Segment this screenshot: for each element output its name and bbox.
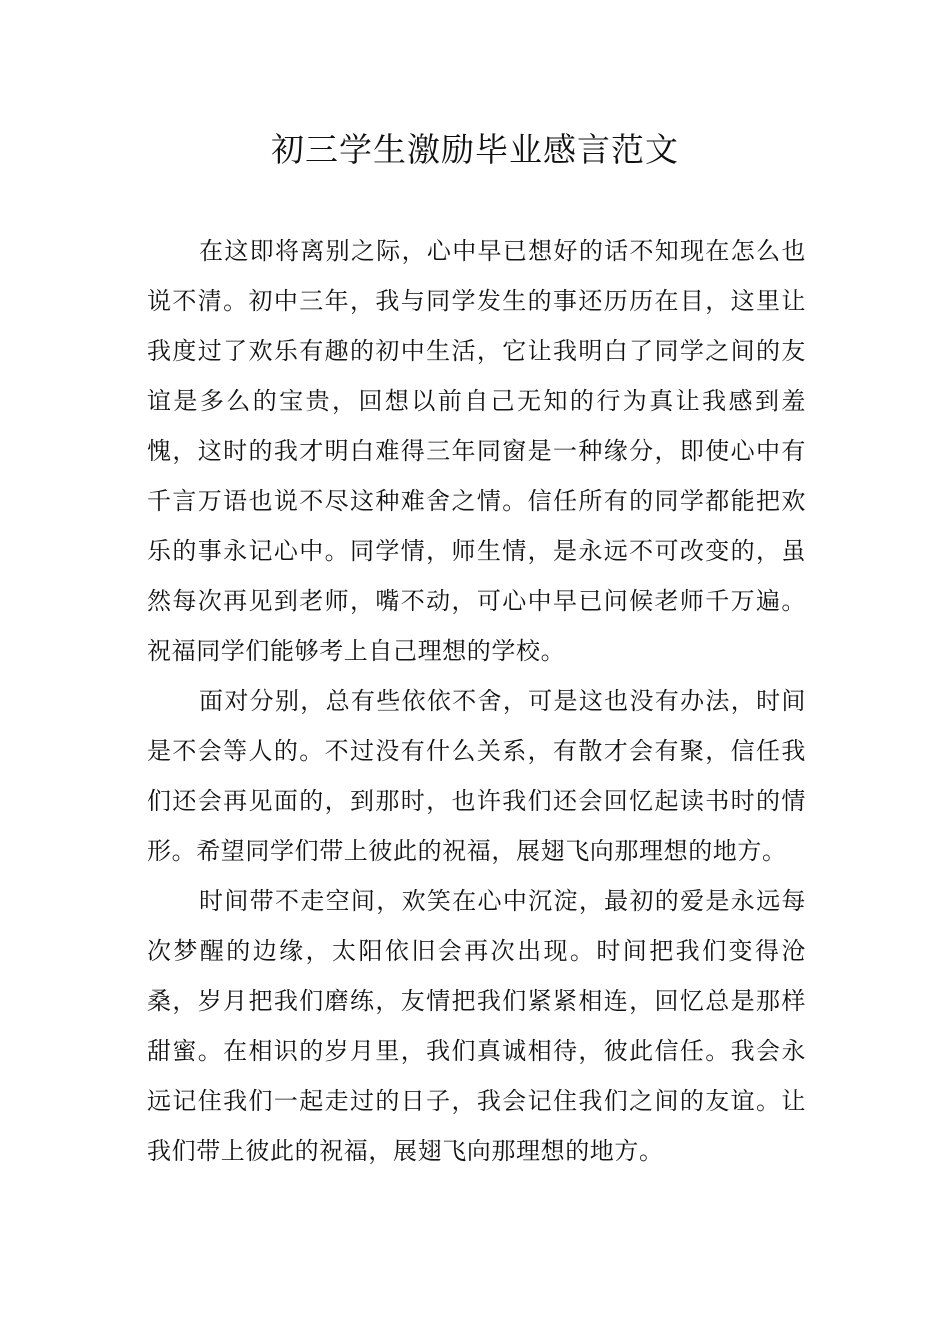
paragraph-2: 面对分别，总有些依依不舍，可是这也没有办法，时间是不会等人的。不过没有什么关系，有散才会有聚，信任我们还会再见面的，到那时，也许我们还会回忆起读书时的情形。希望同学们带上彼此的祝福，展翅飞向那理想的地方。 — [147, 687, 806, 865]
paragraph-3: 时间带不走空间，欢笑在心中沉淀，最初的爱是永远每次梦醒的边缘，太阳依旧会再次出现。时间把我们变得沧桑，岁月把我们磨练，友情把我们紧紧相连，回忆总是那样甜蜜。在相识的岁月里，我们真诚相待，彼此信任。我会永远记住我们一起走过的日子，我会记住我们之间的友谊。让我们带上彼此的祝福，展翅飞向那理想的地方。 — [147, 887, 806, 1165]
document-body — [147, 226, 806, 1176]
paragraph-1: 在这即将离别之际，心中早已想好的话不知现在怎么也说不清。初中三年，我与同学发生的事还历历在目，这里让我度过了欢乐有趣的初中生活，它让我明白了同学之间的友谊是多么的宝贵，回想以前自己无知的行为真让我感到羞愧，这时的我才明白难得三年同窗是一种缘分，即使心中有千言万语也说不尽这种难舍之情。信任所有的同学都能把欢乐的事永记心中。同学情，师生情，是永远不可改变的，虽然每次再见到老师，嘴不动，可心中早已问候老师千万遍。祝福同学们能够考上自己理想的学校。 — [147, 237, 806, 665]
document-title: 初三学生激励毕业感言范文 — [271, 130, 679, 169]
